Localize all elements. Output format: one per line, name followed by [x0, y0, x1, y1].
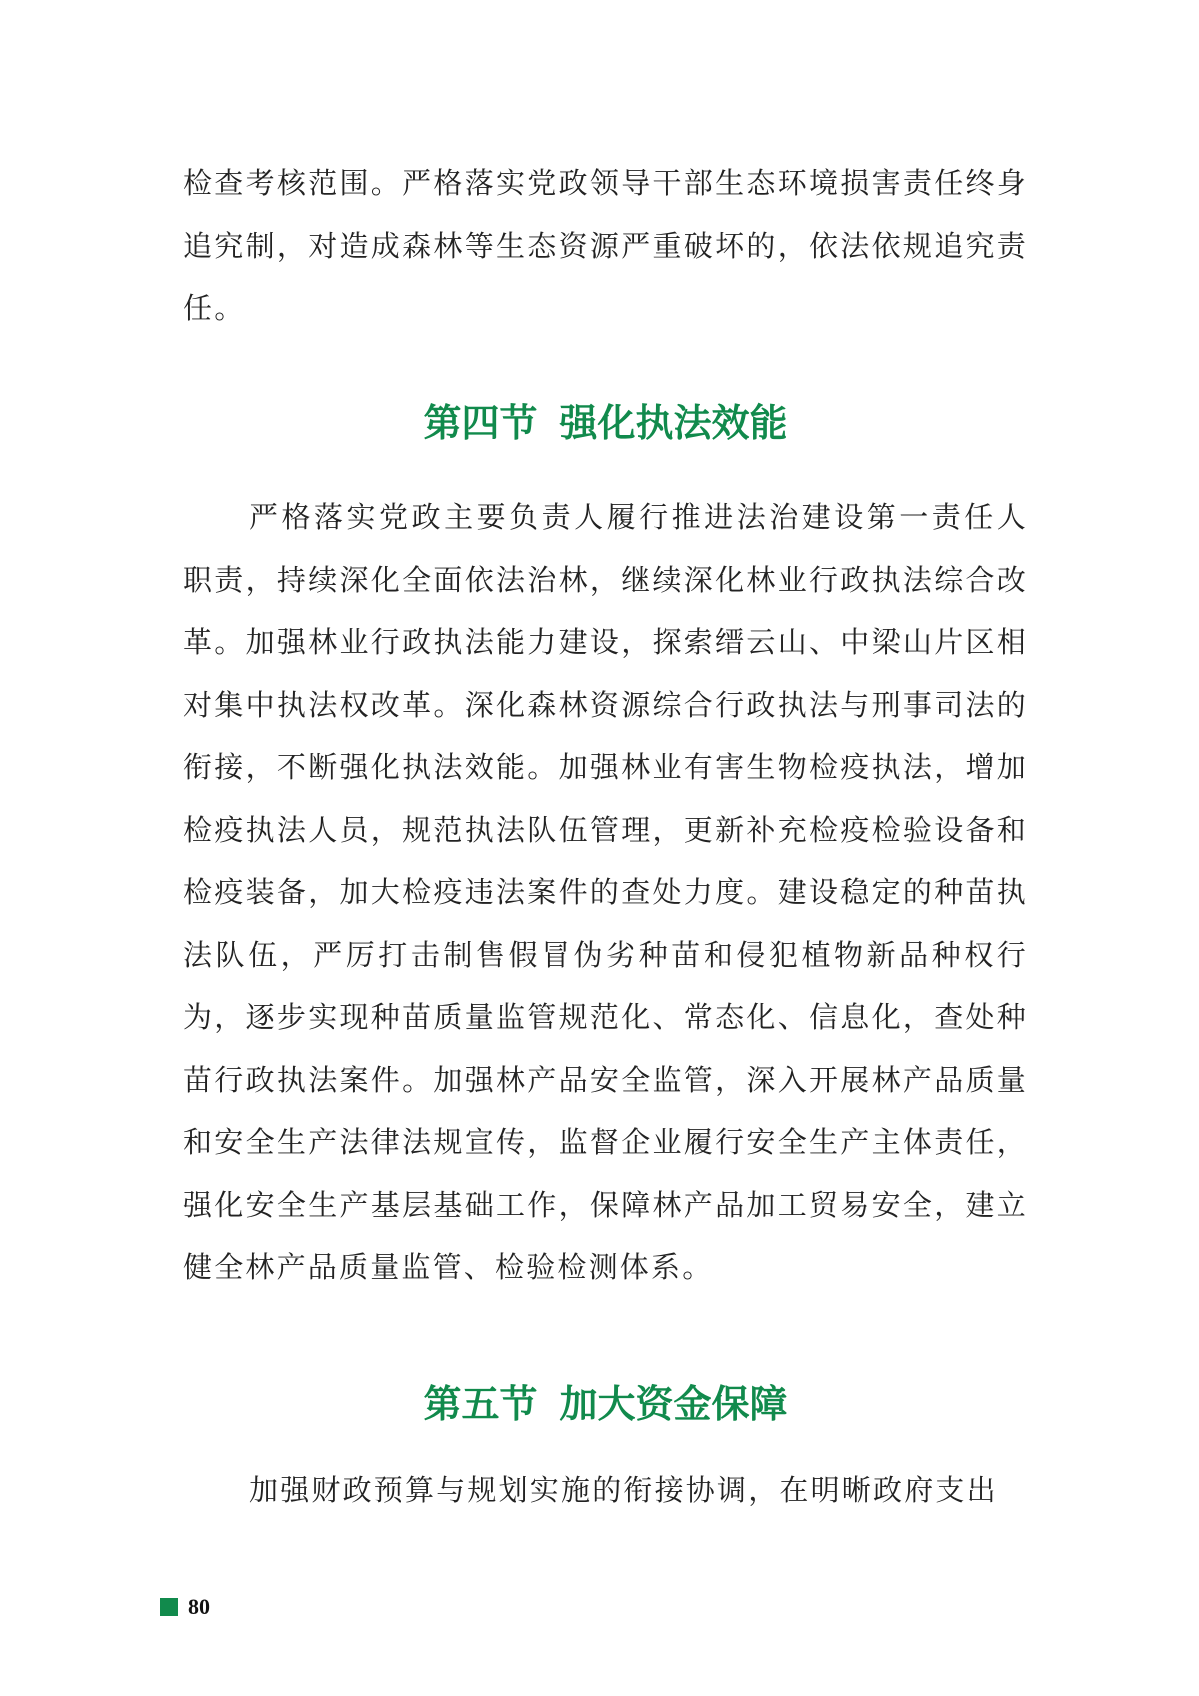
page-number: 80: [188, 1594, 210, 1619]
section-number: 第五节: [423, 1382, 538, 1426]
paragraph-funding: 加强财政预算与规划实施的衔接协调，在明晰政府支出: [249, 1473, 998, 1507]
page-footer: [160, 1594, 210, 1620]
section-title: 强化执法效能: [559, 401, 788, 445]
paragraph-law-enforcement: 严格落实党政主要负责人履行推进法治建设第一责任人职责，持续深化全面依法治林，继续深化林业行政执法综合改革。加强林业行政执法能力建设，探索缙云山、中梁山片区相对集中执法权改革。深化森林资源综合行政执法与刑事司法的衔接，不断强化执法效能。加强林业有害生物检疫执法，增加检疫执法人员，规范执法队伍管理，更新补充检疫检验设备和检疫装备，加大检疫违法案件的查处力度。建设稳定的种苗执法队伍，严厉打击制售假冒伪劣种苗和侵犯植物新品种权行为，逐步实现种苗质量监管规范化、常态化、信息化，查处种苗行政执法案件。加强林产品安全监管，深入开展林产品质量和安全生产法律法规宣传，监督企业履行安全生产主体责任，强化安全生产基层基础工作，保障林产品加工贸易安全，建立健全林产品质量监管、检验检测体系。: [183, 500, 1028, 1284]
section-heading-5: [183, 1379, 1028, 1429]
section-number: 第四节: [423, 401, 538, 445]
section-heading-4: [183, 398, 1028, 448]
paragraph-continuation: 检查考核范围。严格落实党政领导干部生态环境损害责任终身追究制，对造成森林等生态资源严重破坏的，依法依规追究责任。: [183, 166, 1028, 325]
green-square-marker: [160, 1598, 178, 1616]
section-title: 加大资金保障: [559, 1382, 788, 1426]
